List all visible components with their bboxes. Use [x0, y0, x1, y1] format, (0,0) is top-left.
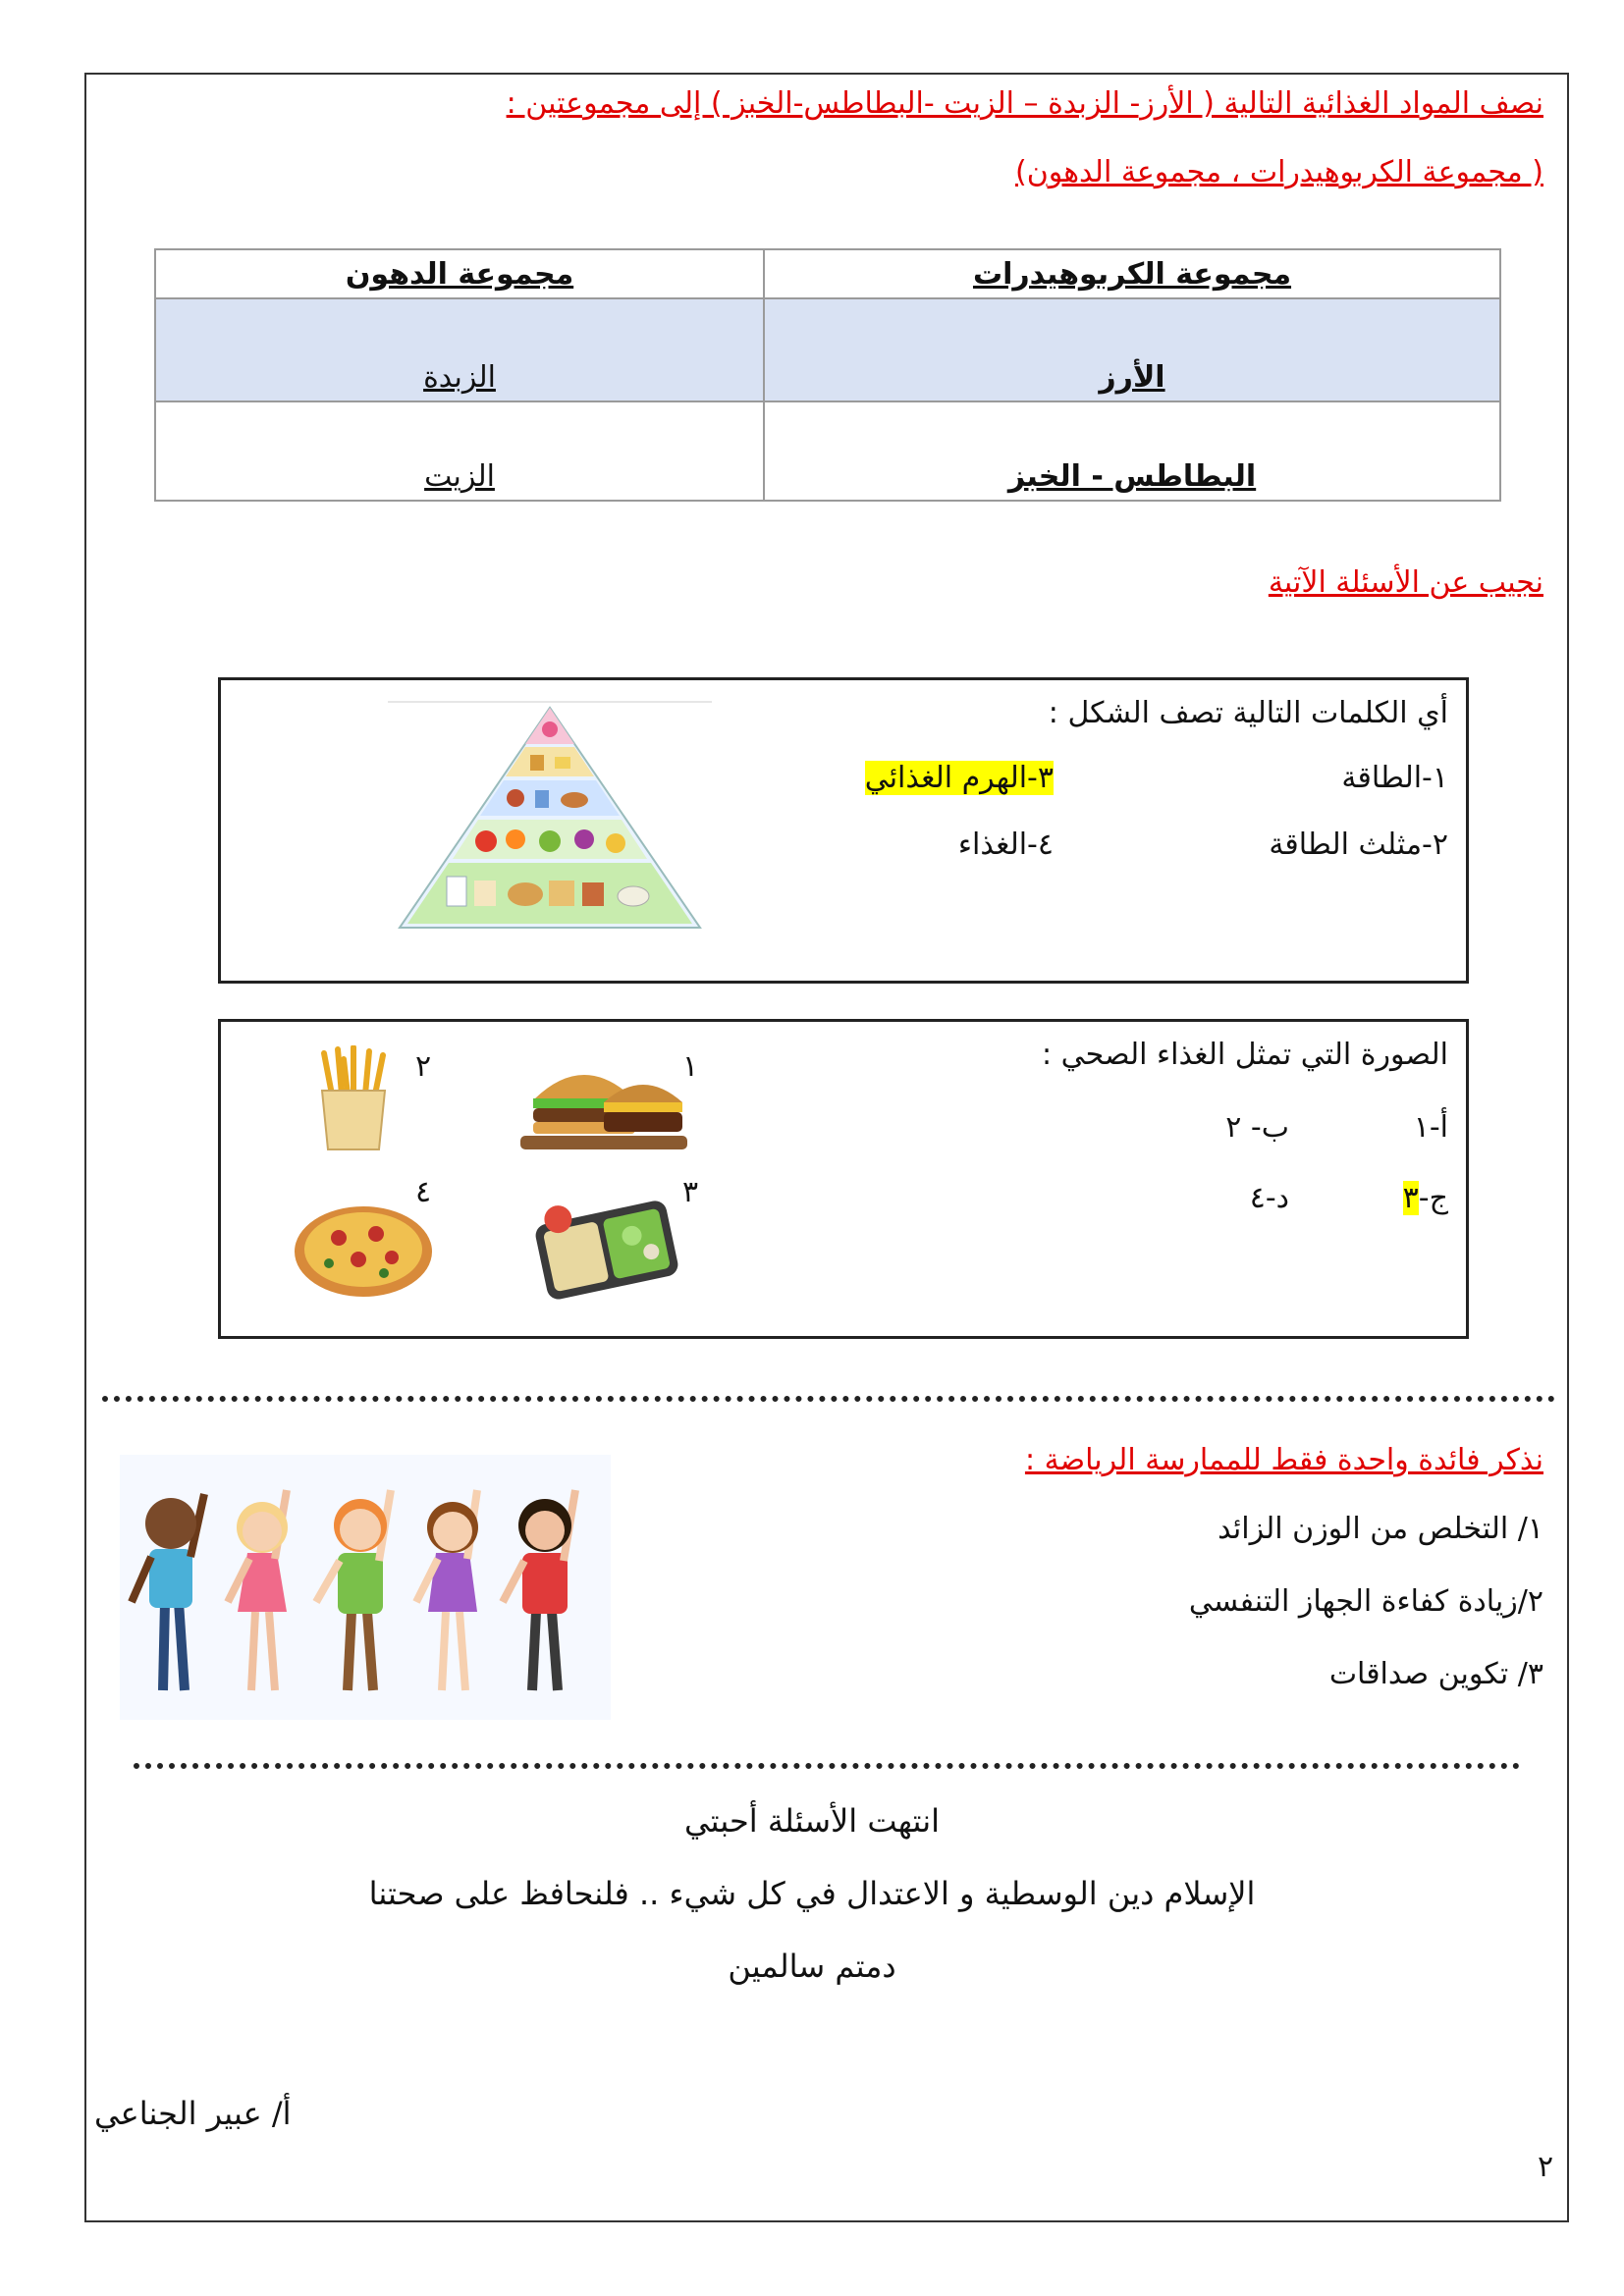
question-2-box: [218, 1019, 1469, 1339]
cell-fats: الزيت: [155, 401, 764, 501]
table-row: [155, 401, 1500, 501]
salad-box-icon: [525, 1187, 682, 1305]
image-label-4: ٤: [415, 1175, 432, 1209]
instruction-line-1: نصف المواد الغذائية التالية ( الأرز- الزبدة – الزيت -البطاطس-الخبز ) إلى مجموعتين :: [506, 86, 1543, 121]
closing-line-2: الإسلام دين الوسطية و الاعتدال في كل شيء .. فلنحافظ على صحتنا: [368, 1875, 1256, 1912]
fries-icon: [314, 1045, 393, 1153]
food-pyramid-icon: [388, 700, 712, 935]
header-fats: مجموعة الدهون: [155, 249, 764, 298]
question-1-box: [218, 677, 1469, 984]
cell-fats: الزبدة: [155, 298, 764, 401]
image-label-3: ٣: [682, 1175, 699, 1209]
image-label-1: ١: [682, 1049, 699, 1084]
table-row: [155, 298, 1500, 401]
closing-line-3: دمتم سالمين: [728, 1948, 896, 1985]
questions-heading: نجيب عن الأسئلة الآتية: [1268, 565, 1543, 600]
sport-heading: نذكر فائدة واحدة فقط للممارسة الرياضة :: [1024, 1443, 1543, 1477]
q2-prompt: الصورة التي تمثل الغذاء الصحي :: [1042, 1038, 1448, 1072]
sport-item-2: ٢/زيادة كفاءة الجهاز التنفسي: [1188, 1584, 1543, 1619]
q1-prompt: أي الكلمات التالية تصف الشكل :: [1048, 696, 1448, 730]
q2-option-a: أ-١: [1413, 1110, 1448, 1145]
sport-item-1: ١/ التخلص من الوزن الزائد: [1218, 1512, 1543, 1546]
cell-carbs: البطاطس - الخبز: [764, 401, 1500, 501]
pizza-icon: [290, 1195, 437, 1303]
teacher-name: أ/ عبير الجناعي: [94, 2095, 292, 2132]
q2-option-d: د-٤: [1249, 1181, 1289, 1215]
separator-line: [134, 1763, 1520, 1769]
header-carbs: مجموعة الكربوهيدرات: [764, 249, 1500, 298]
instruction-line-2: ( مجموعة الكربوهيدرات ، مجموعة الدهون): [1015, 155, 1543, 189]
exercising-kids-icon: [120, 1455, 611, 1720]
image-label-2: ٢: [415, 1049, 432, 1084]
q1-option-1: ١-الطاقة: [1341, 761, 1448, 795]
closing-line-1: انتهت الأسئلة أحبتي: [684, 1802, 940, 1840]
q2-option-b: ب- ٢: [1225, 1110, 1289, 1145]
q1-option-4: ٤-الغذاء: [957, 828, 1054, 862]
burger-icon: [515, 1051, 692, 1159]
cell-carbs: الأرز: [764, 298, 1500, 401]
groups-table: [154, 248, 1501, 502]
q2-option-c: ج-٣: [1402, 1181, 1448, 1215]
sport-item-3: ٣/ تكوين صداقات: [1328, 1657, 1543, 1691]
page-number: ٢: [1538, 2150, 1554, 2184]
q1-option-3: ٣-الهرم الغذائي: [864, 761, 1054, 795]
q1-option-2: ٢-مثلث الطاقة: [1269, 828, 1448, 862]
separator-line: [102, 1396, 1555, 1402]
